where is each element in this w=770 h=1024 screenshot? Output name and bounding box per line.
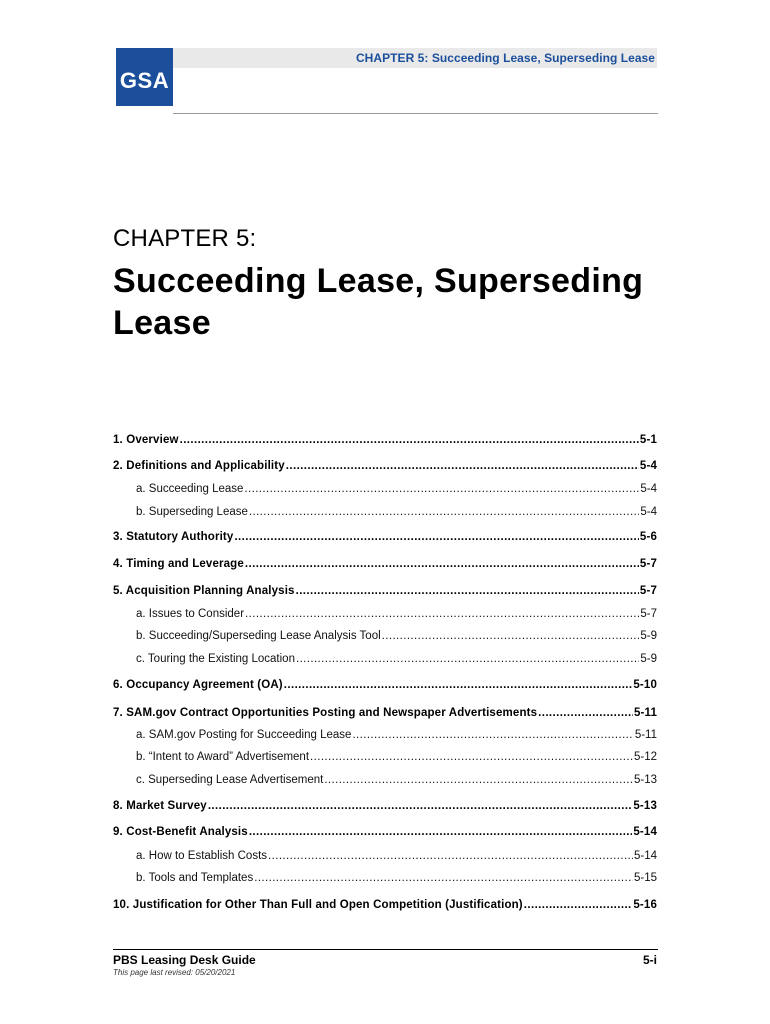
chapter-title-line-2: Lease — [113, 304, 211, 342]
gsa-logo-mark-icon — [116, 48, 173, 106]
toc-dot-leader — [352, 726, 633, 744]
toc-entry-text: b. “Intent to Award” Advertisement — [136, 751, 310, 763]
toc-entry-page: 5-4 — [640, 506, 657, 518]
toc-entry-text: c. Superseding Lease Advertisement — [136, 774, 324, 786]
toc-entry-text: a. SAM.gov Posting for Succeeding Lease — [136, 729, 352, 741]
toc-entry-text: 1. Overview — [113, 434, 179, 446]
toc-entry-page: 5-9 — [640, 630, 657, 642]
toc-entry[interactable] — [113, 457, 657, 475]
toc-entry-text: 3. Statutory Authority — [113, 531, 234, 543]
toc-entry-text: a. Succeeding Lease — [136, 483, 244, 495]
footer-page-number: 5-i — [642, 953, 657, 967]
toc-entry-page: 5-7 — [639, 558, 657, 570]
toc-entry[interactable] — [113, 503, 657, 521]
toc-dot-leader — [245, 605, 639, 623]
running-header-title: CHAPTER 5: Succeeding Lease, Superseding Lease — [355, 51, 655, 65]
toc-entry[interactable] — [113, 480, 657, 498]
toc-dot-leader — [254, 869, 633, 887]
toc-entry[interactable] — [113, 748, 657, 766]
toc-entry[interactable] — [113, 605, 657, 623]
toc-dot-leader — [284, 676, 633, 694]
toc-dot-leader — [324, 771, 633, 789]
toc-entry-page: 5-12 — [633, 751, 657, 763]
toc-entry[interactable] — [113, 650, 657, 668]
toc-entry-page: 5-10 — [633, 679, 657, 691]
toc-entry-page: 5-9 — [640, 653, 657, 665]
toc-entry[interactable] — [113, 726, 657, 744]
chapter-title — [113, 260, 673, 344]
toc-entry[interactable] — [113, 847, 657, 865]
toc-entry-text: 4. Timing and Leverage — [113, 558, 244, 570]
toc-dot-leader — [310, 748, 633, 766]
toc-entry[interactable] — [113, 896, 657, 914]
toc-dot-leader — [245, 555, 639, 573]
toc-entry[interactable] — [113, 555, 657, 573]
toc-entry-text: b. Succeeding/Superseding Lease Analysis Tool — [136, 630, 381, 642]
toc-entry-text: b. Superseding Lease — [136, 506, 248, 518]
toc-entry-text: 10. Justification for Other Than Full and Open Competition (Justification) — [113, 899, 523, 911]
toc-dot-leader — [524, 896, 633, 914]
toc-entry[interactable] — [113, 797, 657, 815]
toc-entry[interactable] — [113, 771, 657, 789]
toc-entry[interactable] — [113, 582, 657, 600]
toc-dot-leader — [208, 797, 633, 815]
toc-entry-text: 2. Definitions and Applicability — [113, 460, 285, 472]
toc-entry[interactable] — [113, 704, 657, 722]
toc-entry[interactable] — [113, 676, 657, 694]
toc-dot-leader — [268, 847, 633, 865]
toc-entry-page: 5-7 — [640, 608, 657, 620]
toc-dot-leader — [244, 480, 639, 498]
toc-dot-leader — [296, 650, 639, 668]
toc-entry-page: 5-14 — [633, 826, 657, 838]
toc-entry-page: 5-4 — [639, 460, 657, 472]
gsa-logo — [116, 48, 173, 106]
toc-dot-leader — [382, 627, 640, 645]
running-header — [173, 48, 657, 68]
toc-dot-leader — [538, 704, 633, 722]
toc-entry-text: c. Touring the Existing Location — [136, 653, 295, 665]
toc-entry-page: 5-6 — [639, 531, 657, 543]
toc-dot-leader — [296, 582, 639, 600]
toc-dot-leader — [249, 503, 639, 521]
toc-entry[interactable] — [113, 823, 657, 841]
toc-dot-leader — [234, 528, 638, 546]
chapter-label: CHAPTER 5: — [113, 225, 257, 252]
toc-entry-text: 5. Acquisition Planning Analysis — [113, 585, 295, 597]
toc-entry-text: a. How to Establish Costs — [136, 850, 268, 862]
toc-dot-leader — [180, 431, 639, 449]
toc-entry-page: 5-15 — [633, 872, 657, 884]
toc-entry-text: 9. Cost-Benefit Analysis — [113, 826, 248, 838]
toc-entry[interactable] — [113, 528, 657, 546]
toc-entry-page: 5-11 — [634, 707, 657, 719]
toc-entry-page: 5-13 — [633, 800, 657, 812]
toc-entry[interactable] — [113, 627, 657, 645]
chapter-title-line-1: Succeeding Lease, Superseding — [113, 262, 644, 300]
toc-entry-text: 8. Market Survey — [113, 800, 207, 812]
toc-entry-page: 5-4 — [640, 483, 657, 495]
toc-entry-page: 5-16 — [633, 899, 657, 911]
svg-text:GSA: GSA — [119, 68, 170, 93]
toc-entry-page: 5-11 — [634, 729, 657, 741]
toc-entry-page: 5-7 — [639, 585, 657, 597]
toc-entry-text: 6. Occupancy Agreement (OA) — [113, 679, 283, 691]
footer-revised-date: This page last revised: 05/20/2021 — [113, 968, 236, 977]
toc-dot-leader — [286, 457, 639, 475]
footer-guide-title: PBS Leasing Desk Guide — [113, 953, 256, 967]
footer-divider — [113, 949, 658, 950]
toc-entry[interactable] — [113, 869, 657, 887]
header-divider — [173, 113, 658, 114]
toc-entry-page: 5-1 — [639, 434, 657, 446]
toc-entry[interactable] — [113, 431, 657, 449]
toc-entry-page: 5-14 — [633, 850, 657, 862]
toc-dot-leader — [249, 823, 633, 841]
toc-entry-page: 5-13 — [633, 774, 657, 786]
toc-entry-text: a. Issues to Consider — [136, 608, 245, 620]
toc-entry-text: 7. SAM.gov Contract Opportunities Posting and Newspaper Advertisements — [113, 707, 538, 719]
toc-entry-text: b. Tools and Templates — [136, 872, 254, 884]
